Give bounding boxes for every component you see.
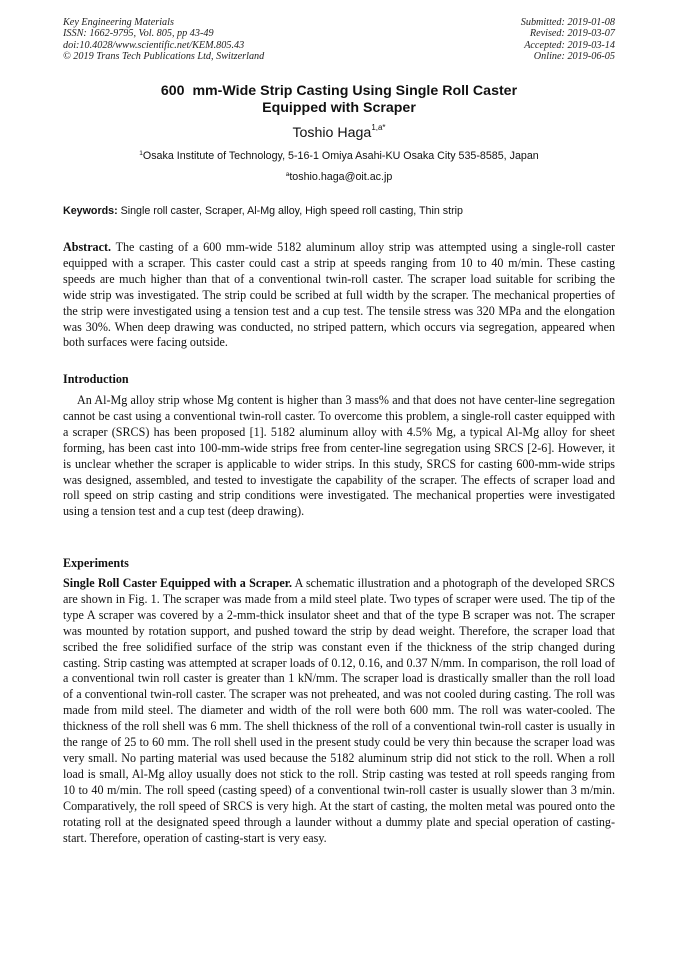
introduction-text: An Al-Mg alloy strip whose Mg content is higher than 3 mass% and that does not have center-line segregation cannot be cast using a conventional twin-roll caster. To overcome this problem, a single-roll caster equipped with a scraper (SRCS) has been proposed [1]. 5182 aluminum alloy with 4.5% Mg, a typical Al-Mg alloy for sheet forming, has been cast into 100-mm-wide strips free from center-line segregation using SRCS [2-6]. However, it is unclear whether the scraper is applicable to wider strips. In this study, SRCS for casting 600-mm-wide strips was designed, assembled, and tested to investigate the capability of the scraper. The effects of scraper load and roll speed on strip casting and strip conditions were investigated. The mechanical properties were investigated using a tension test and a cup test (deep drawing). [63,393,615,519]
author-sup: 1,a* [371,123,386,132]
journal-header-left [63,17,264,62]
introduction-heading: Introduction [63,372,129,386]
issn-volume: ISSN: 1662-9795, Vol. 805, pp 43-49 [63,28,214,40]
journal-name: Key Engineering Materials [63,17,174,28]
doi-link[interactable]: doi:10.4028/www.scientific.net/KEM.805.43 [63,39,245,51]
abstract-text: The casting of a 600 mm-wide 5182 aluminum alloy strip was attempted using a single-roll caster equipped with a scraper. This caster could cast a strip at speeds ranging from 10 to 40 m/min. These casting speeds are much higher than that of a conventional twin-roll caster. The scraper load suitable for scribing the wide strip was investigated. The strip could be scribed at full width by the scraper. The mechanical properties of the strip were investigated using a tension test and a cup test. The tensile stress was 320 MPa and the elongation was 30%. When deep drawing was conducted, no striped pattern, which occurs via segregation, appeared when both surfaces were facing outside. [63,240,615,350]
affiliation-text: Osaka Institute of Technology, 5-16-1 Omiya Asahi-KU Osaka City 535-8585, Japan [142,150,539,162]
affiliation-sup: 1 [139,150,143,157]
author [63,125,615,141]
experiments-text [63,576,615,846]
author-name: Toshio Haga [292,125,372,141]
title-line-2: Equipped with Scraper [262,100,416,116]
affiliation [63,150,615,162]
email [63,171,615,183]
keywords [63,205,615,217]
revised-date: Revised: 2019-03-07 [529,28,615,40]
experiments-body: A schematic illustration and a photograph of the developed SRCS are shown in Fig. 1. The scraper was made from a mild steel plate. Two types of scraper were used. The tip of the type A scraper was covered by a 2-mm-thick insulator sheet and that of the type B scraper was not. The scraper was mounted by rotation support, and pushed toward the strip by dead weight. Therefore, the scraper load that scribed the free solidified surface of the strip was constant even if the thickness of the strip changed during casting. Strip casting was attempted at scraper loads of 0.12, 0.16, and 0.37 N/mm. In comparison, the roll load of a conventional twin roll caster is greater than 1 kN/mm. The scraper load is drastically smaller than the roll load of a conventional twin-roll caster. The scraper was not preheated, and was not cooled during casting. The roll was made from mild steel. The diameter and width of the roll were both 600 mm. The roll was water-cooled. The thickness of the roll shell was 6 mm. The shell thickness of the roll of a conventional twin-roll caster is usually in the range of 25 to 60 mm. The roll shell used in the present study could be very thin because the scraper load was very small. No parting material was used because the 5182 aluminum strip did not stick to the roll. When a roll load is small, Al-Mg alloy usually does not stick to the roll. Strip casting was tested at roll speeds ranging from 10 to 40 m/min. The roll speed (casting speed) of a conventional twin-roll caster is usually slower than 3 m/min. Comparatively, the roll speed of SRCS is very high. At the start of casting, the molten metal was poured onto the rotating roll at the designated speed through a launder without a dummy plate and special operation of casting-start. Therefore, operation of casting-start is very easy. [63,576,615,845]
abstract-label: Abstract. [63,240,112,254]
submitted-date: Submitted: 2019-01-08 [520,17,615,28]
abstract [63,240,615,351]
experiments-subheading: Single Roll Caster Equipped with a Scraper. [63,576,292,590]
copyright: © 2019 Trans Tech Publications Ltd, Switzerland [63,50,265,62]
accepted-date: Accepted: 2019-03-14 [524,39,615,51]
title-line-1: 600 mm-Wide Strip Casting Using Single Roll Caster [160,83,518,99]
keywords-text: Single roll caster, Scraper, Al-Mg alloy, High speed roll casting, Thin strip [117,205,463,217]
paper-title [63,83,615,117]
email-address[interactable]: toshio.haga@oit.ac.jp [289,171,393,183]
online-date: Online: 2019-06-05 [533,50,615,62]
email-sup: a [285,171,290,178]
experiments-heading: Experiments [63,556,129,570]
keywords-label: Keywords: [63,205,118,217]
journal-header-right [521,17,615,62]
